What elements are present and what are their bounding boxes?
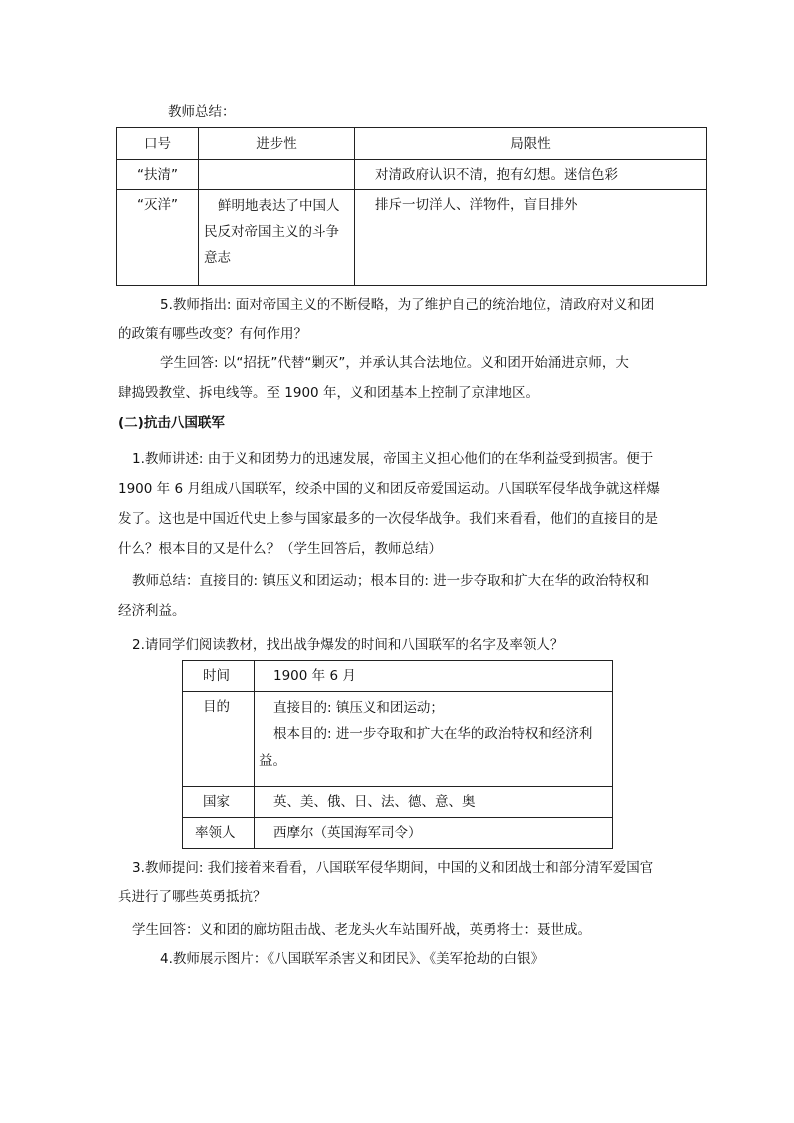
- table2-country-value: 英、美、俄、日、法、德、意、奥: [255, 787, 613, 818]
- para1-line1: 1.教师讲述: 由于义和团势力的迅速发展，帝国主义担心他们的在华利益受到损害。便于: [132, 451, 654, 467]
- para3-line2: 兵进行了哪些英勇抵抗？: [118, 889, 267, 905]
- table2-purpose-label: 目的: [183, 692, 255, 787]
- table2-time-label: 时间: [183, 661, 255, 692]
- progress-line: 民反对帝国主义的斗争: [204, 224, 339, 240]
- student-answer-2: 学生回答：义和团的廊坊阻击战、老龙头火车站围歼战，英勇将士：聂世成。: [132, 922, 591, 938]
- student-answer-1-line2: 肆捣毁教堂、拆电线等。至 1900 年，义和团基本上控制了京津地区。: [118, 385, 539, 401]
- table1-row2-progress: [199, 190, 355, 286]
- slogan-table: [116, 127, 707, 286]
- table1-row2-limit: 排斥一切洋人、洋物件，盲目排外: [355, 190, 707, 286]
- purpose-line: 益。: [259, 753, 286, 769]
- para3-line1: 3.教师提问: 我们接着来看看，八国联军侵华期间，中国的义和团战士和部分清军爱国官: [132, 860, 654, 876]
- table1-header-limit: 局限性: [355, 128, 707, 160]
- table1-row2-slogan: “灭洋”: [117, 190, 199, 286]
- table1-header-slogan: 口号: [117, 128, 199, 160]
- table1-row1-slogan: “扶清”: [117, 160, 199, 190]
- table2-leader-label: 率领人: [183, 818, 255, 849]
- section2-heading: (二)抗击八国联军: [118, 415, 225, 431]
- summary-2-line2: 经济利益。: [118, 603, 186, 619]
- student-answer-1-line1: 学生回答: 以“招抚”代替“剿灭”，并承认其合法地位。义和团开始涌进京师，大: [160, 355, 629, 371]
- table2-time-value: 1900 年 6 月: [255, 661, 613, 692]
- table1-row1-progress: [199, 160, 355, 190]
- para1-line4: 什么？根本目的又是什么？（学生回答后，教师总结）: [118, 541, 442, 557]
- table2-leader-value: 西摩尔（英国海军司令）: [255, 818, 613, 849]
- para1-line3: 发了。这也是中国近代史上参与国家最多的一次侵华战争。我们来看看，他们的直接目的是: [118, 511, 658, 527]
- purpose-line: 根本目的: 进一步夺取和扩大在华的政治特权和经济利: [273, 726, 593, 742]
- para2: 2.请同学们阅读教材，找出战争爆发的时间和八国联军的名字及率领人？: [132, 637, 564, 653]
- progress-line: 鲜明地表达了中国人: [218, 198, 340, 214]
- progress-line: 意志: [204, 250, 231, 266]
- summary-2-line1: 教师总结：直接目的: 镇压义和团运动；根本目的: 进一步夺取和扩大在华的政治特权和: [132, 573, 650, 589]
- para5-line1: 5.教师指出: 面对帝国主义的不断侵略，为了维护自己的统治地位，清政府对义和团: [160, 297, 655, 313]
- para5-line2: 的政策有哪些改变？有何作用？: [118, 326, 307, 342]
- table2-country-label: 国家: [183, 787, 255, 818]
- war-info-table: [182, 660, 613, 849]
- summary-label-1: 教师总结：: [168, 104, 236, 120]
- table1-header-progress: 进步性: [199, 128, 355, 160]
- para4: 4.教师展示图片：《八国联军杀害义和团民》、《美军抢劫的白银》: [160, 951, 545, 967]
- table2-purpose-value: [255, 692, 613, 787]
- table1-row1-limit: 对清政府认识不清，抱有幻想。迷信色彩: [355, 160, 707, 190]
- purpose-line: 直接目的: 镇压义和团运动；: [273, 700, 444, 716]
- para1-line2: 1900 年 6 月组成八国联军，绞杀中国的义和团反帝爱国运动。八国联军侵华战争就这样爆: [118, 481, 660, 497]
